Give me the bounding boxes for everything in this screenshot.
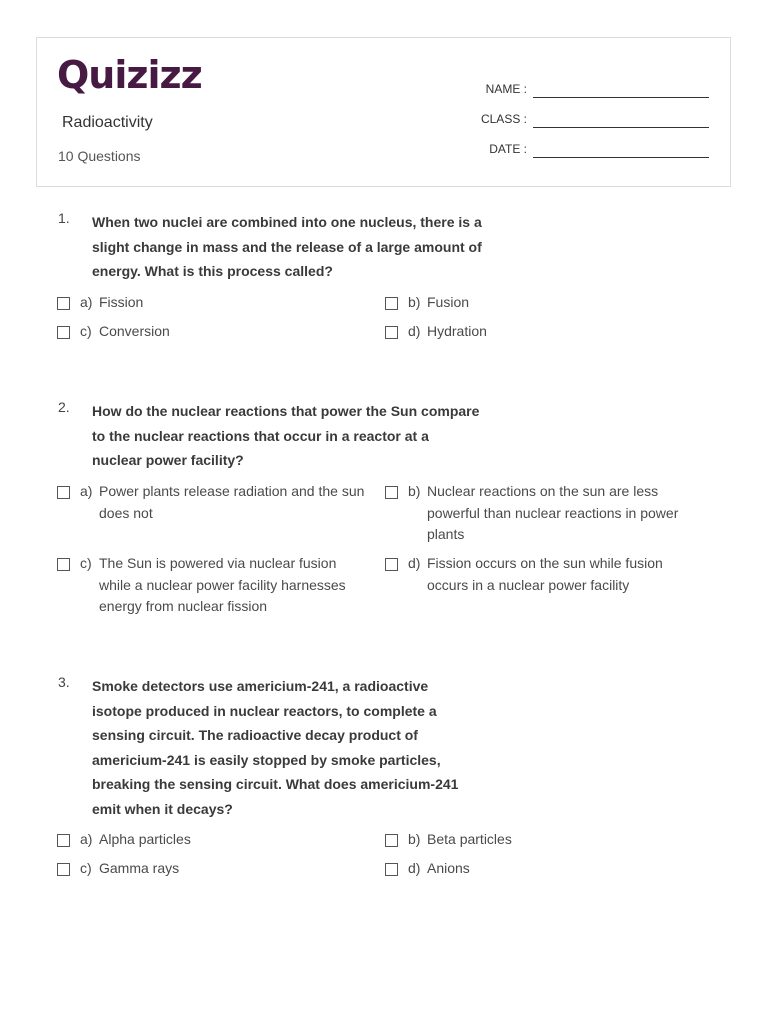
option-text: Gamma rays	[99, 860, 180, 876]
option-b[interactable]	[385, 481, 705, 546]
option-letter: d)	[408, 555, 421, 571]
option-text: Fission occurs on the sun while fusion occurs in a nuclear power facility	[427, 555, 663, 593]
option-letter: c)	[80, 860, 92, 876]
checkbox-icon[interactable]	[57, 834, 70, 847]
checkbox-icon[interactable]	[57, 863, 70, 876]
option-c[interactable]	[57, 553, 372, 618]
checkbox-icon[interactable]	[385, 558, 398, 571]
checkbox-icon[interactable]	[385, 834, 398, 847]
option-text: Fusion	[427, 294, 470, 310]
option-text: The Sun is powered via nuclear fusion while a nuclear power facility harnesses energy from nuclear fission	[99, 555, 346, 614]
question-number: 1.	[58, 210, 70, 226]
option-b[interactable]	[385, 292, 705, 314]
class-label: CLASS :	[480, 112, 527, 126]
option-letter: b)	[408, 831, 421, 847]
option-letter: b)	[408, 483, 421, 499]
option-text: Beta particles	[427, 831, 512, 847]
option-a[interactable]	[57, 481, 387, 524]
option-letter: d)	[408, 323, 421, 339]
option-b[interactable]	[385, 829, 705, 851]
option-text: Anions	[427, 860, 470, 876]
checkbox-icon[interactable]	[57, 326, 70, 339]
option-letter: c)	[80, 555, 92, 571]
option-d[interactable]	[385, 321, 705, 343]
checkbox-icon[interactable]	[57, 297, 70, 310]
quizizz-logo: Quizizz	[57, 53, 202, 97]
option-c[interactable]	[57, 321, 387, 343]
date-label: DATE :	[489, 142, 527, 156]
question-text: Smoke detectors use americium-241, a radioactive isotope produced in nuclear reactors, to complete a sensing circuit. The radioactive decay product of americium-241 is easily stopped by smoke particles, breaking the sensing circuit. What does americium-241 emit when it decays?	[92, 678, 459, 817]
date-field	[481, 128, 709, 158]
worksheet-header	[36, 37, 731, 187]
student-fields	[481, 68, 709, 158]
question-text: When two nuclei are combined into one nucleus, there is a slight change in mass and the release of a large amount of energy. What is this process called?	[92, 214, 482, 279]
checkbox-icon[interactable]	[385, 297, 398, 310]
option-text: Power plants release radiation and the sun does not	[99, 483, 365, 521]
option-text: Conversion	[99, 323, 170, 339]
checkbox-icon[interactable]	[385, 326, 398, 339]
option-a[interactable]	[57, 829, 387, 851]
name-label: NAME :	[485, 82, 527, 96]
name-line[interactable]	[533, 79, 709, 98]
question-count: 10 Questions	[58, 148, 141, 164]
question-number: 2.	[58, 399, 70, 415]
question-text: How do the nuclear reactions that power the Sun compare to the nuclear reactions that occur in a reactor at a nuclear power facility?	[92, 403, 480, 468]
option-letter: c)	[80, 323, 92, 339]
name-field	[481, 68, 709, 98]
checkbox-icon[interactable]	[385, 486, 398, 499]
quiz-title: Radioactivity	[62, 114, 153, 131]
option-text: Alpha particles	[99, 831, 191, 847]
option-letter: a)	[80, 294, 93, 310]
option-letter: b)	[408, 294, 421, 310]
option-text: Hydration	[427, 323, 487, 339]
option-letter: a)	[80, 483, 93, 499]
option-d[interactable]	[385, 858, 705, 880]
option-d[interactable]	[385, 553, 705, 596]
question-number: 3.	[58, 674, 70, 690]
option-text: Nuclear reactions on the sun are less powerful than nuclear reactions in power plants	[427, 483, 679, 542]
class-field	[481, 98, 709, 128]
checkbox-icon[interactable]	[57, 486, 70, 499]
class-line[interactable]	[533, 109, 709, 128]
option-letter: d)	[408, 860, 421, 876]
option-c[interactable]	[57, 858, 387, 880]
checkbox-icon[interactable]	[57, 558, 70, 571]
date-line[interactable]	[533, 139, 709, 158]
option-letter: a)	[80, 831, 93, 847]
option-a[interactable]	[57, 292, 387, 314]
checkbox-icon[interactable]	[385, 863, 398, 876]
option-text: Fission	[99, 294, 144, 310]
